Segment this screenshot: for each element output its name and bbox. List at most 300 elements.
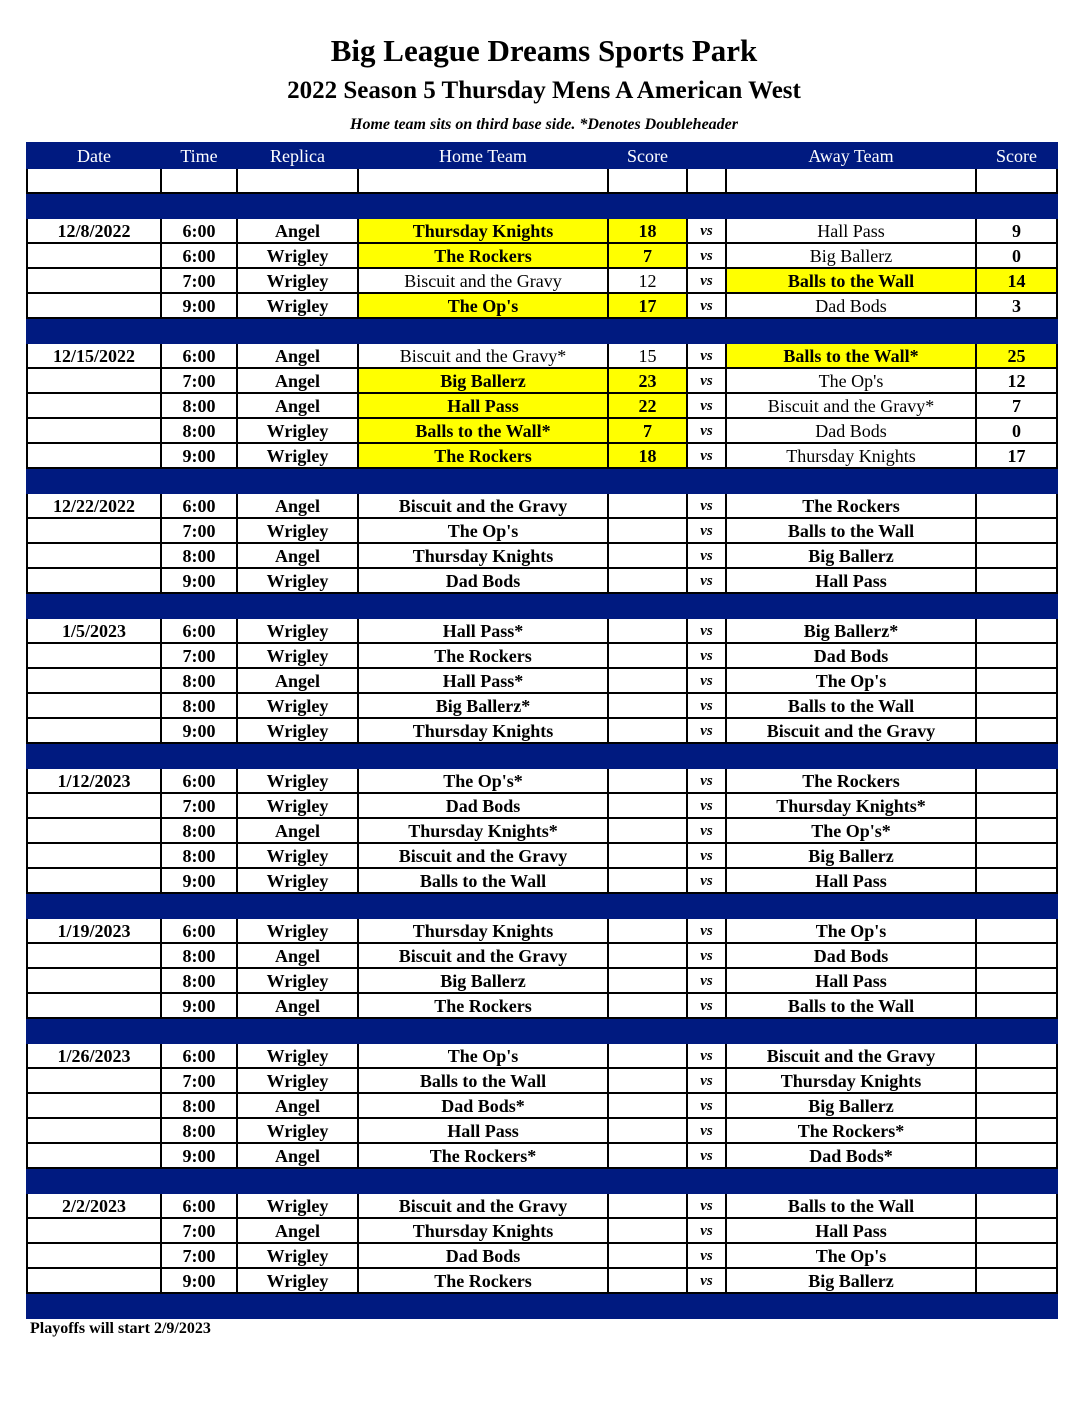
game-row xyxy=(27,518,1057,543)
away-score: 9 xyxy=(976,218,1057,243)
home-score xyxy=(608,1243,687,1268)
away-team: Thursday Knights xyxy=(726,443,976,468)
away-score xyxy=(976,918,1057,943)
away-score: 7 xyxy=(976,393,1057,418)
game-row xyxy=(27,393,1057,418)
vs-label: vs xyxy=(687,243,726,268)
home-team: Biscuit and the Gravy xyxy=(358,943,608,968)
game-date: 1/26/2023 xyxy=(27,1043,161,1068)
game-replica: Angel xyxy=(237,1218,358,1243)
away-score xyxy=(976,793,1057,818)
game-replica: Wrigley xyxy=(237,268,358,293)
game-time: 7:00 xyxy=(161,793,237,818)
home-team: Biscuit and the Gravy xyxy=(358,1193,608,1218)
home-team: Thursday Knights xyxy=(358,218,608,243)
game-replica: Angel xyxy=(237,493,358,518)
game-date xyxy=(27,818,161,843)
game-replica: Wrigley xyxy=(237,793,358,818)
home-team: The Op's xyxy=(358,1043,608,1068)
game-replica: Wrigley xyxy=(237,1243,358,1268)
game-row xyxy=(27,993,1057,1018)
week-separator-row xyxy=(27,593,1057,618)
away-score xyxy=(976,568,1057,593)
game-time: 6:00 xyxy=(161,918,237,943)
away-team: The Op's xyxy=(726,918,976,943)
game-replica: Wrigley xyxy=(237,1193,358,1218)
home-score: 12 xyxy=(608,268,687,293)
game-time: 6:00 xyxy=(161,218,237,243)
home-team: Balls to the Wall xyxy=(358,868,608,893)
game-date xyxy=(27,518,161,543)
game-replica: Wrigley xyxy=(237,968,358,993)
game-row xyxy=(27,443,1057,468)
game-row xyxy=(27,1143,1057,1168)
vs-label: vs xyxy=(687,1218,726,1243)
game-row xyxy=(27,418,1057,443)
game-row xyxy=(27,268,1057,293)
away-team: Dad Bods xyxy=(726,643,976,668)
home-score xyxy=(608,768,687,793)
game-date xyxy=(27,1243,161,1268)
game-time: 9:00 xyxy=(161,1143,237,1168)
game-date xyxy=(27,943,161,968)
away-team: The Op's* xyxy=(726,818,976,843)
week-separator-row xyxy=(27,1293,1057,1318)
game-row xyxy=(27,293,1057,318)
game-row xyxy=(27,368,1057,393)
away-score xyxy=(976,1068,1057,1093)
away-score xyxy=(976,1043,1057,1068)
vs-label: vs xyxy=(687,943,726,968)
home-score xyxy=(608,1068,687,1093)
home-team: Balls to the Wall* xyxy=(358,418,608,443)
playoffs-note: Playoffs will start 2/9/2023 xyxy=(30,1320,211,1337)
home-team: The Rockers xyxy=(358,1268,608,1293)
game-replica: Wrigley xyxy=(237,1068,358,1093)
game-date: 12/15/2022 xyxy=(27,343,161,368)
home-team: Dad Bods* xyxy=(358,1093,608,1118)
game-date: 2/2/2023 xyxy=(27,1193,161,1218)
home-team: Biscuit and the Gravy xyxy=(358,843,608,868)
home-score xyxy=(608,543,687,568)
game-time: 8:00 xyxy=(161,818,237,843)
game-date xyxy=(27,243,161,268)
away-team: Dad Bods* xyxy=(726,1143,976,1168)
home-team: The Op's xyxy=(358,518,608,543)
game-time: 8:00 xyxy=(161,843,237,868)
away-team: Dad Bods xyxy=(726,293,976,318)
home-score: 7 xyxy=(608,243,687,268)
home-team: Hall Pass xyxy=(358,1118,608,1143)
away-team: The Op's xyxy=(726,368,976,393)
game-date xyxy=(27,368,161,393)
game-date: 1/12/2023 xyxy=(27,768,161,793)
game-time: 7:00 xyxy=(161,518,237,543)
game-row xyxy=(27,843,1057,868)
vs-label: vs xyxy=(687,968,726,993)
away-team: Balls to the Wall xyxy=(726,993,976,1018)
game-row xyxy=(27,1193,1057,1218)
vs-label: vs xyxy=(687,1193,726,1218)
game-row xyxy=(27,218,1057,243)
away-score: 12 xyxy=(976,368,1057,393)
away-score xyxy=(976,618,1057,643)
vs-label: vs xyxy=(687,918,726,943)
home-team: Hall Pass* xyxy=(358,618,608,643)
game-replica: Wrigley xyxy=(237,1118,358,1143)
home-team: Thursday Knights xyxy=(358,543,608,568)
game-replica: Wrigley xyxy=(237,643,358,668)
game-replica: Wrigley xyxy=(237,418,358,443)
home-team: Thursday Knights xyxy=(358,718,608,743)
game-date xyxy=(27,993,161,1018)
game-replica: Angel xyxy=(237,1143,358,1168)
away-team: Hall Pass xyxy=(726,868,976,893)
away-score xyxy=(976,693,1057,718)
game-time: 7:00 xyxy=(161,1243,237,1268)
away-team: Big Ballerz xyxy=(726,1268,976,1293)
away-team: The Rockers xyxy=(726,768,976,793)
vs-label: vs xyxy=(687,843,726,868)
away-team: Big Ballerz xyxy=(726,243,976,268)
away-score xyxy=(976,543,1057,568)
week-separator-row xyxy=(27,893,1057,918)
home-score xyxy=(608,843,687,868)
away-team: Dad Bods xyxy=(726,943,976,968)
home-team: The Rockers xyxy=(358,643,608,668)
away-score xyxy=(976,993,1057,1018)
away-team: Hall Pass xyxy=(726,568,976,593)
away-score xyxy=(976,1218,1057,1243)
game-time: 6:00 xyxy=(161,493,237,518)
game-date xyxy=(27,568,161,593)
game-row xyxy=(27,668,1057,693)
home-team: Big Ballerz xyxy=(358,968,608,993)
home-score: 18 xyxy=(608,218,687,243)
game-date xyxy=(27,1143,161,1168)
home-score xyxy=(608,668,687,693)
home-team: Biscuit and the Gravy xyxy=(358,493,608,518)
vs-label: vs xyxy=(687,643,726,668)
game-time: 6:00 xyxy=(161,768,237,793)
vs-label: vs xyxy=(687,993,726,1018)
away-score: 0 xyxy=(976,418,1057,443)
week-separator-row xyxy=(27,193,1057,218)
column-header-time: Time xyxy=(161,143,237,168)
game-replica: Wrigley xyxy=(237,768,358,793)
game-time: 6:00 xyxy=(161,243,237,268)
game-time: 8:00 xyxy=(161,943,237,968)
game-row xyxy=(27,718,1057,743)
game-row xyxy=(27,618,1057,643)
game-time: 9:00 xyxy=(161,293,237,318)
away-score xyxy=(976,668,1057,693)
home-score xyxy=(608,718,687,743)
game-replica: Angel xyxy=(237,543,358,568)
home-score xyxy=(608,1143,687,1168)
home-team: Thursday Knights xyxy=(358,918,608,943)
home-team: Thursday Knights xyxy=(358,1218,608,1243)
vs-label: vs xyxy=(687,368,726,393)
away-team: Big Ballerz xyxy=(726,1093,976,1118)
home-score xyxy=(608,1218,687,1243)
vs-label: vs xyxy=(687,1268,726,1293)
home-team: The Rockers xyxy=(358,243,608,268)
away-team: Thursday Knights* xyxy=(726,793,976,818)
home-team: The Op's* xyxy=(358,768,608,793)
game-replica: Angel xyxy=(237,343,358,368)
away-team: Big Ballerz* xyxy=(726,618,976,643)
game-time: 9:00 xyxy=(161,868,237,893)
game-replica: Wrigley xyxy=(237,843,358,868)
vs-label: vs xyxy=(687,218,726,243)
game-row xyxy=(27,1093,1057,1118)
away-score xyxy=(976,518,1057,543)
away-score xyxy=(976,968,1057,993)
vs-label: vs xyxy=(687,868,726,893)
away-team: Big Ballerz xyxy=(726,543,976,568)
game-replica: Wrigley xyxy=(237,293,358,318)
column-header-home-score: Score xyxy=(608,143,687,168)
game-time: 7:00 xyxy=(161,268,237,293)
vs-label: vs xyxy=(687,393,726,418)
game-date xyxy=(27,443,161,468)
home-team: Dad Bods xyxy=(358,1243,608,1268)
page-title: Big League Dreams Sports Park xyxy=(330,33,758,68)
column-header-away-score: Score xyxy=(976,143,1057,168)
game-date xyxy=(27,793,161,818)
game-time: 8:00 xyxy=(161,418,237,443)
vs-label: vs xyxy=(687,718,726,743)
column-header-date: Date xyxy=(27,143,161,168)
vs-label: vs xyxy=(687,443,726,468)
game-time: 6:00 xyxy=(161,1193,237,1218)
away-score xyxy=(976,943,1057,968)
game-date xyxy=(27,668,161,693)
home-score xyxy=(608,1043,687,1068)
game-date xyxy=(27,643,161,668)
game-date xyxy=(27,718,161,743)
game-replica: Angel xyxy=(237,943,358,968)
home-team: Hall Pass* xyxy=(358,668,608,693)
away-team: Balls to the Wall xyxy=(726,693,976,718)
game-replica: Wrigley xyxy=(237,693,358,718)
game-row xyxy=(27,793,1057,818)
vs-label: vs xyxy=(687,793,726,818)
home-score xyxy=(608,643,687,668)
game-replica: Wrigley xyxy=(237,918,358,943)
away-team: Hall Pass xyxy=(726,218,976,243)
home-team: Big Ballerz xyxy=(358,368,608,393)
away-team: Biscuit and the Gravy* xyxy=(726,393,976,418)
game-date xyxy=(27,868,161,893)
away-team: Biscuit and the Gravy xyxy=(726,1043,976,1068)
game-time: 8:00 xyxy=(161,543,237,568)
home-team: Thursday Knights* xyxy=(358,818,608,843)
week-separator-row xyxy=(27,318,1057,343)
away-score xyxy=(976,1243,1057,1268)
away-score: 0 xyxy=(976,243,1057,268)
week-separator-row xyxy=(27,1018,1057,1043)
game-replica: Wrigley xyxy=(237,518,358,543)
game-replica: Wrigley xyxy=(237,1268,358,1293)
away-team: Balls to the Wall xyxy=(726,268,976,293)
home-team: Biscuit and the Gravy* xyxy=(358,343,608,368)
home-score: 15 xyxy=(608,343,687,368)
game-date xyxy=(27,1118,161,1143)
schedule-table xyxy=(26,142,1058,1319)
game-replica: Angel xyxy=(237,993,358,1018)
game-date xyxy=(27,968,161,993)
game-row xyxy=(27,493,1057,518)
game-time: 8:00 xyxy=(161,393,237,418)
game-time: 8:00 xyxy=(161,1118,237,1143)
game-replica: Wrigley xyxy=(237,718,358,743)
away-team: Dad Bods xyxy=(726,418,976,443)
game-row xyxy=(27,968,1057,993)
schedule-note: Home team sits on third base side. *Denotes Doubleheader xyxy=(350,116,738,133)
game-time: 7:00 xyxy=(161,643,237,668)
page-subtitle: 2022 Season 5 Thursday Mens A American West xyxy=(287,77,801,104)
away-score xyxy=(976,1193,1057,1218)
column-header-away-team: Away Team xyxy=(726,143,976,168)
home-score xyxy=(608,943,687,968)
column-header-home-team: Home Team xyxy=(358,143,608,168)
game-date xyxy=(27,543,161,568)
home-team: Hall Pass xyxy=(358,393,608,418)
game-replica: Wrigley xyxy=(237,868,358,893)
game-date xyxy=(27,393,161,418)
game-date xyxy=(27,1268,161,1293)
away-team: The Rockers xyxy=(726,493,976,518)
game-time: 6:00 xyxy=(161,618,237,643)
vs-label: vs xyxy=(687,493,726,518)
game-time: 9:00 xyxy=(161,443,237,468)
game-row xyxy=(27,568,1057,593)
home-team: The Rockers xyxy=(358,993,608,1018)
game-row xyxy=(27,1118,1057,1143)
game-date xyxy=(27,268,161,293)
vs-label: vs xyxy=(687,518,726,543)
game-time: 7:00 xyxy=(161,1218,237,1243)
game-date xyxy=(27,1093,161,1118)
away-score xyxy=(976,843,1057,868)
vs-label: vs xyxy=(687,1243,726,1268)
game-time: 7:00 xyxy=(161,368,237,393)
away-team: Balls to the Wall xyxy=(726,518,976,543)
home-score xyxy=(608,918,687,943)
home-score xyxy=(608,1118,687,1143)
home-score: 7 xyxy=(608,418,687,443)
away-team: The Op's xyxy=(726,1243,976,1268)
vs-label: vs xyxy=(687,1093,726,1118)
column-header-vs xyxy=(687,143,726,168)
game-row xyxy=(27,918,1057,943)
game-date xyxy=(27,293,161,318)
home-score: 17 xyxy=(608,293,687,318)
away-score xyxy=(976,818,1057,843)
game-row xyxy=(27,243,1057,268)
home-score xyxy=(608,1268,687,1293)
away-score xyxy=(976,643,1057,668)
vs-label: vs xyxy=(687,418,726,443)
away-score: 3 xyxy=(976,293,1057,318)
game-date: 1/5/2023 xyxy=(27,618,161,643)
away-team: The Rockers* xyxy=(726,1118,976,1143)
away-score xyxy=(976,1143,1057,1168)
home-score xyxy=(608,693,687,718)
away-score xyxy=(976,718,1057,743)
away-team: Biscuit and the Gravy xyxy=(726,718,976,743)
schedule-body xyxy=(27,168,1057,1318)
game-row xyxy=(27,1268,1057,1293)
away-score xyxy=(976,768,1057,793)
week-separator-row xyxy=(27,743,1057,768)
game-replica: Wrigley xyxy=(237,618,358,643)
away-team: Big Ballerz xyxy=(726,843,976,868)
home-score xyxy=(608,493,687,518)
home-score xyxy=(608,568,687,593)
away-team: Balls to the Wall xyxy=(726,1193,976,1218)
home-score: 23 xyxy=(608,368,687,393)
game-time: 8:00 xyxy=(161,693,237,718)
game-replica: Angel xyxy=(237,668,358,693)
game-time: 6:00 xyxy=(161,343,237,368)
away-score xyxy=(976,1118,1057,1143)
game-row xyxy=(27,343,1057,368)
game-date xyxy=(27,843,161,868)
away-score: 25 xyxy=(976,343,1057,368)
game-time: 8:00 xyxy=(161,968,237,993)
away-score xyxy=(976,868,1057,893)
home-team: Balls to the Wall xyxy=(358,1068,608,1093)
game-row xyxy=(27,818,1057,843)
away-score xyxy=(976,493,1057,518)
vs-label: vs xyxy=(687,1118,726,1143)
game-row xyxy=(27,1243,1057,1268)
vs-label: vs xyxy=(687,1143,726,1168)
game-row xyxy=(27,868,1057,893)
home-score xyxy=(608,1093,687,1118)
game-time: 9:00 xyxy=(161,993,237,1018)
game-time: 8:00 xyxy=(161,668,237,693)
home-score xyxy=(608,968,687,993)
vs-label: vs xyxy=(687,343,726,368)
game-date xyxy=(27,1068,161,1093)
game-time: 9:00 xyxy=(161,1268,237,1293)
game-time: 9:00 xyxy=(161,568,237,593)
away-team: Balls to the Wall* xyxy=(726,343,976,368)
home-team: Dad Bods xyxy=(358,793,608,818)
game-date: 1/19/2023 xyxy=(27,918,161,943)
game-date xyxy=(27,1218,161,1243)
away-team: Hall Pass xyxy=(726,968,976,993)
game-replica: Wrigley xyxy=(237,1043,358,1068)
game-replica: Wrigley xyxy=(237,443,358,468)
home-team: Big Ballerz* xyxy=(358,693,608,718)
game-replica: Angel xyxy=(237,818,358,843)
home-score xyxy=(608,618,687,643)
home-team: The Rockers* xyxy=(358,1143,608,1168)
away-team: The Op's xyxy=(726,668,976,693)
vs-label: vs xyxy=(687,268,726,293)
vs-label: vs xyxy=(687,693,726,718)
home-score xyxy=(608,818,687,843)
vs-label: vs xyxy=(687,1068,726,1093)
game-replica: Angel xyxy=(237,218,358,243)
vs-label: vs xyxy=(687,818,726,843)
column-header-replica: Replica xyxy=(237,143,358,168)
